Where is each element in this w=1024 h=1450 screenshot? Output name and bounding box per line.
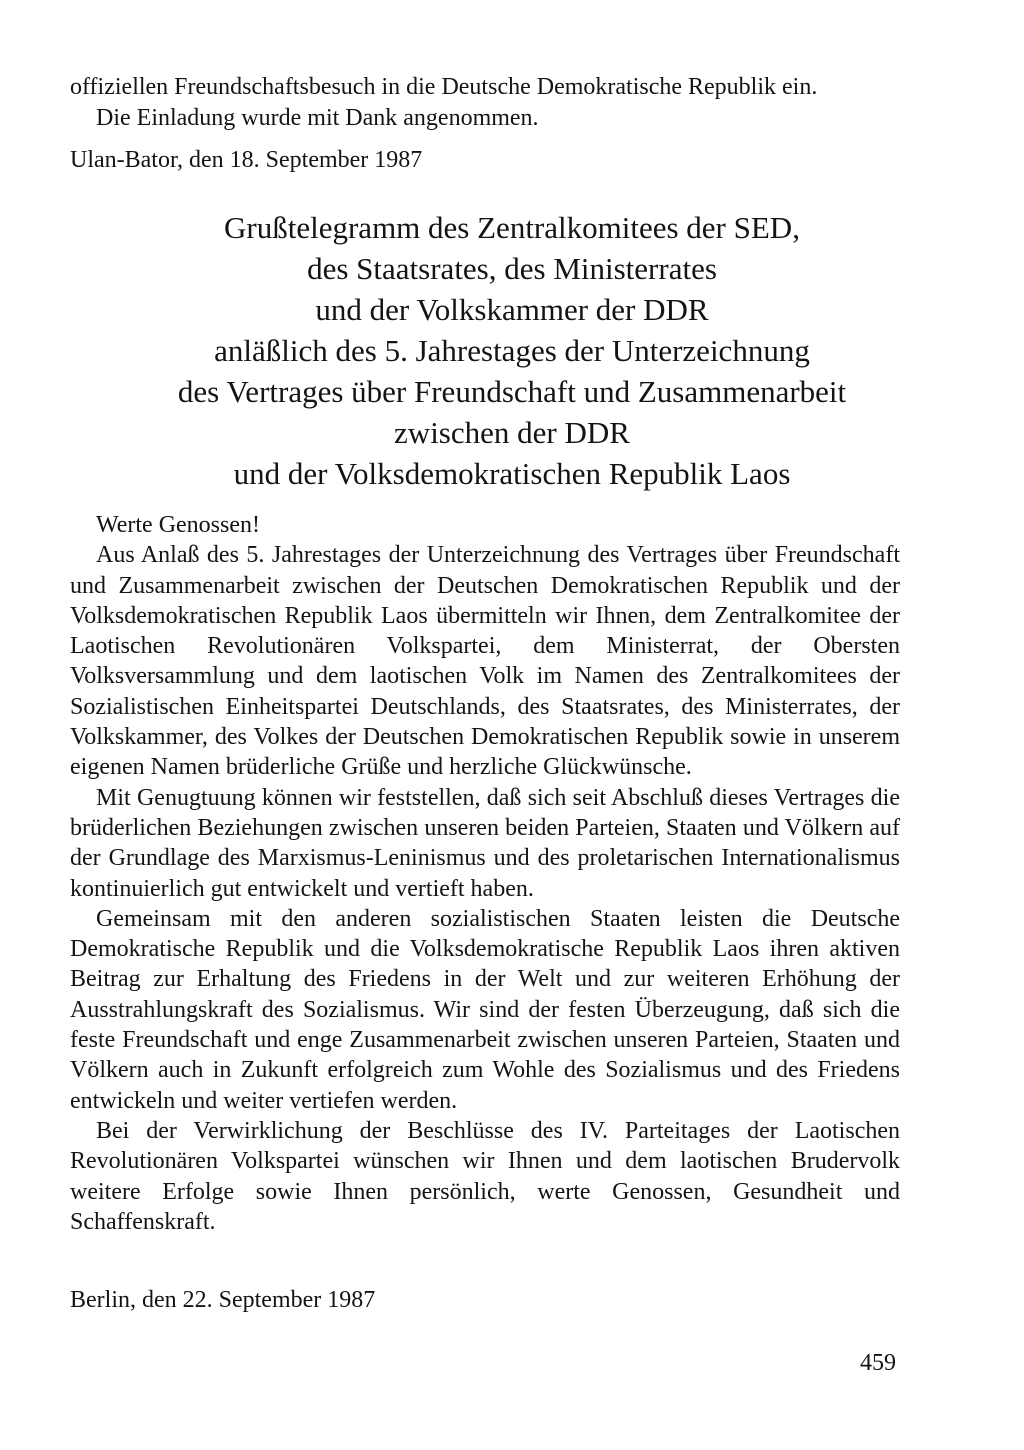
date-line-ulan-bator: Ulan-Bator, den 18. September 1987 (70, 147, 423, 173)
heading-line: Grußtelegramm des Zentralkomitees der SED, (224, 210, 800, 245)
body-paragraph: Gemeinsam mit den anderen sozialistischen Staaten leisten die Deutsche Demokratische Republik und die Volksdemokratische Republik Laos ihren aktiven Beitrag zur Erhaltung des Friedens in der Welt und zur weiteren Erhöhung der Ausstrahlungskraft des Sozialismus. Wir sind der festen Überzeugung, daß sich die feste Freundschaft und enge Zusammenarbeit zwischen unseren Parteien, Staaten und Völkern auch in Zukunft erfolgreich zum Wohle des Sozialismus und des Friedens entwickeln und weiter vertiefen werden. (70, 905, 900, 1114)
body-paragraph: Mit Genugtuung können wir feststellen, daß sich seit Abschluß dieses Vertrages die brüderlichen Beziehungen zwischen unseren beiden Parteien, Staaten und Völkern auf der Grundlage des Marxismus-Leninismus und des proletarischen Internationalismus kontinuierlich gut entwickelt und vertieft haben. (70, 784, 900, 902)
heading-line: anläßlich des 5. Jahrestages der Unterzeichnung (214, 333, 810, 368)
body-paragraph: Bei der Verwirklichung der Beschlüsse des IV. Parteitages der Laotischen Revolutionären Volkspartei wünschen wir Ihnen und dem laotischen Brudervolk weitere Erfolge sowie Ihnen persönlich, werte Genossen, Gesundheit und Schaffenskraft. (70, 1117, 900, 1235)
page-number: 459 (860, 1350, 896, 1376)
telegram-heading (0, 207, 1024, 494)
intro-line: Die Einladung wurde mit Dank angenommen. (96, 105, 539, 131)
heading-line: und der Volkskammer der DDR (315, 292, 709, 327)
body-paragraph: Aus Anlaß des 5. Jahrestages der Unterzeichnung des Vertrages über Freundschaft und Zusammenarbeit zwischen der Deutschen Demokratischen Republik und der Volksdemokratischen Republik Laos übermitteln wir Ihnen, dem Zentralkomitee der Laotischen Revolutionären Volkspartei, dem Ministerrat, der Obersten Volksversammlung und dem laotischen Volk im Namen des Zentralkomitees der Sozialistischen Einheitspartei Deutschlands, des Staatsrates, des Ministerrates, der Volkskammer, des Volkes der Deutschen Demokratischen Republik sowie in unserem eigenen Namen brüderliche Grüße und herzliche Glückwünsche. (70, 542, 900, 781)
salutation: Werte Genossen! (96, 512, 261, 538)
telegram-body (70, 510, 900, 1237)
date-line-berlin: Berlin, den 22. September 1987 (70, 1287, 376, 1313)
heading-line: und der Volksdemokratischen Republik Laos (233, 456, 791, 491)
heading-line: des Staatsrates, des Ministerrates (307, 251, 717, 286)
intro-line: offiziellen Freundschaftsbesuch in die Deutsche Demokratische Republik ein. (70, 74, 818, 100)
heading-line: des Vertrages über Freundschaft und Zusammenarbeit (177, 374, 847, 409)
heading-line: zwischen der DDR (394, 415, 630, 450)
